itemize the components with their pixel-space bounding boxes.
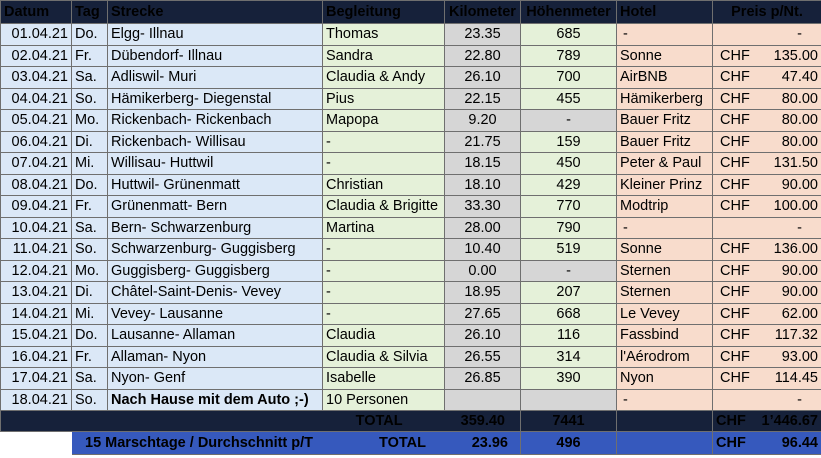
cell-strecke: Vevey- Lausanne [108, 303, 323, 325]
cell-kilometer: 27.65 [445, 303, 521, 325]
table-row [1, 239, 821, 261]
header-row [1, 1, 821, 24]
cell-tag: Mo. [72, 110, 108, 132]
cell-hoehenmeter: 519 [521, 239, 617, 261]
cell-datum: 13.04.21 [1, 282, 72, 304]
cell-begleitung: Mapopa [323, 110, 445, 132]
cell-hoehenmeter [521, 389, 617, 411]
cell-datum: 08.04.21 [1, 174, 72, 196]
preis-amount: 100.00 [773, 198, 818, 215]
cell-datum: 17.04.21 [1, 368, 72, 390]
cell-hoehenmeter: 429 [521, 174, 617, 196]
cell-hoehenmeter: - [521, 260, 617, 282]
cell-hotel: Bauer Fritz [617, 110, 713, 132]
cell-datum: 18.04.21 [1, 389, 72, 411]
cell-tag: Sa. [72, 368, 108, 390]
cell-begleitung: Thomas [323, 24, 445, 46]
cell-tag: Fr. [72, 45, 108, 67]
average-currency: CHF [716, 435, 746, 451]
table-row [1, 174, 821, 196]
cell-preis [713, 389, 821, 411]
table-row [1, 88, 821, 110]
cell-datum: 06.04.21 [1, 131, 72, 153]
cell-hotel: Bauer Fritz [617, 131, 713, 153]
preis-currency: CHF [720, 348, 750, 365]
cell-kilometer: 23.35 [445, 24, 521, 46]
cell-kilometer: 21.75 [445, 131, 521, 153]
preis-amount: 90.00 [781, 176, 818, 193]
cell-begleitung: - [323, 131, 445, 153]
cell-strecke: Bern- Schwarzenburg [108, 217, 323, 239]
cell-begleitung: Martina [323, 217, 445, 239]
preis-amount: 135.00 [773, 47, 818, 64]
cell-kilometer: 18.95 [445, 282, 521, 304]
table-row [1, 110, 821, 132]
cell-strecke: Huttwil- Grünenmatt [108, 174, 323, 196]
cell-datum: 16.04.21 [1, 346, 72, 368]
preis-amount: - [797, 391, 802, 408]
cell-begleitung: Pius [323, 88, 445, 110]
average-blank-cell [1, 432, 72, 455]
preis-currency: CHF [720, 305, 750, 322]
cell-kilometer: 28.00 [445, 217, 521, 239]
cell-begleitung: - [323, 239, 445, 261]
preis-amount: 117.32 [774, 327, 818, 344]
table-row [1, 325, 821, 347]
cell-hotel: Sonne [617, 45, 713, 67]
cell-datum: 15.04.21 [1, 325, 72, 347]
header-preis: Preis p/Nt. [713, 1, 821, 24]
cell-begleitung: Claudia & Brigitte [323, 196, 445, 218]
preis-amount: 47.40 [781, 69, 818, 86]
cell-preis [713, 88, 821, 110]
preis-currency: CHF [720, 241, 750, 258]
cell-hotel: Sternen [617, 260, 713, 282]
table-row [1, 260, 821, 282]
preis-amount: 90.00 [781, 262, 818, 279]
cell-hoehenmeter: 700 [521, 67, 617, 89]
cell-preis [713, 110, 821, 132]
cell-hoehenmeter: 770 [521, 196, 617, 218]
cell-datum: 14.04.21 [1, 303, 72, 325]
total-hotel-cell [617, 411, 713, 432]
table-row [1, 389, 821, 411]
total-preis-cell [713, 411, 821, 432]
preis-currency: CHF [720, 284, 750, 301]
cell-hoehenmeter: 159 [521, 131, 617, 153]
cell-kilometer: 26.55 [445, 346, 521, 368]
cell-preis [713, 153, 821, 175]
preis-currency: CHF [720, 90, 750, 107]
cell-preis [713, 325, 821, 347]
table-row [1, 196, 821, 218]
cell-strecke: Rickenbach- Rickenbach [108, 110, 323, 132]
cell-begleitung: Sandra [323, 45, 445, 67]
table-row [1, 131, 821, 153]
preis-amount: 93.00 [781, 348, 818, 365]
cell-preis [713, 217, 821, 239]
cell-begleitung: Claudia [323, 325, 445, 347]
cell-preis [713, 174, 821, 196]
cell-tag: Mi. [72, 303, 108, 325]
average-preis: 96.44 [781, 435, 818, 451]
cell-preis [713, 303, 821, 325]
cell-preis [713, 131, 821, 153]
cell-kilometer: 26.10 [445, 325, 521, 347]
preis-amount: 80.00 [781, 90, 818, 107]
cell-hotel: l'Aérodrom [617, 346, 713, 368]
cell-hotel: AirBNB [617, 67, 713, 89]
cell-hotel: Sternen [617, 282, 713, 304]
cell-strecke: Hämikerberg- Diegenstal [108, 88, 323, 110]
cell-datum: 10.04.21 [1, 217, 72, 239]
cell-begleitung: Christian [323, 174, 445, 196]
cell-begleitung: - [323, 153, 445, 175]
header-hoehenmeter: Höhenmeter [521, 1, 617, 24]
preis-currency: CHF [720, 198, 750, 215]
cell-kilometer: 0.00 [445, 260, 521, 282]
cell-hotel: Modtrip [617, 196, 713, 218]
cell-hoehenmeter: 207 [521, 282, 617, 304]
cell-strecke: Adliswil- Muri [108, 67, 323, 89]
cell-hoehenmeter: 455 [521, 88, 617, 110]
cell-datum: 05.04.21 [1, 110, 72, 132]
cell-datum: 12.04.21 [1, 260, 72, 282]
total-label: TOTAL [355, 413, 403, 429]
total-row [1, 411, 821, 432]
cell-begleitung: - [323, 282, 445, 304]
average-summary-cell [72, 432, 521, 455]
cell-kilometer: 26.85 [445, 368, 521, 390]
preis-currency: CHF [720, 176, 750, 193]
cell-datum: 11.04.21 [1, 239, 72, 261]
cell-preis [713, 368, 821, 390]
preis-currency: CHF [720, 133, 750, 150]
cell-preis [713, 45, 821, 67]
cell-preis [713, 67, 821, 89]
cell-strecke: Schwarzenburg- Guggisberg [108, 239, 323, 261]
cell-strecke: Grünenmatt- Bern [108, 196, 323, 218]
cell-tag: Sa. [72, 67, 108, 89]
cell-preis [713, 346, 821, 368]
header-datum: Datum [1, 1, 72, 24]
cell-tag: So. [72, 389, 108, 411]
cell-begleitung: Claudia & Andy [323, 67, 445, 89]
cell-kilometer: 9.20 [445, 110, 521, 132]
cell-kilometer: 22.80 [445, 45, 521, 67]
cell-hotel: Sonne [617, 239, 713, 261]
cell-datum: 04.04.21 [1, 88, 72, 110]
cell-hotel: Peter & Paul [617, 153, 713, 175]
preis-amount: 131.50 [773, 155, 818, 172]
table-row [1, 282, 821, 304]
cell-strecke: Lausanne- Allaman [108, 325, 323, 347]
cell-strecke: Guggisberg- Guggisberg [108, 260, 323, 282]
cell-preis [713, 196, 821, 218]
cell-tag: Fr. [72, 196, 108, 218]
cell-preis [713, 260, 821, 282]
cell-datum: 09.04.21 [1, 196, 72, 218]
average-label: TOTAL [379, 435, 427, 451]
preis-amount: - [797, 26, 802, 43]
cell-tag: Fr. [72, 346, 108, 368]
header-kilometer: Kilometer [445, 1, 521, 24]
cell-strecke: Willisau- Huttwil [108, 153, 323, 175]
preis-currency: CHF [720, 112, 750, 129]
cell-begleitung: 10 Personen [323, 389, 445, 411]
cell-strecke: Nyon- Genf [108, 368, 323, 390]
cell-tag: Do. [72, 325, 108, 347]
cell-hoehenmeter: 668 [521, 303, 617, 325]
cell-preis [713, 239, 821, 261]
cell-strecke: Châtel-Saint-Denis- Vevey [108, 282, 323, 304]
header-begleitung: Begleitung [323, 1, 445, 24]
preis-currency: CHF [720, 69, 750, 86]
preis-currency: CHF [720, 155, 750, 172]
cell-kilometer: 22.15 [445, 88, 521, 110]
preis-amount: 80.00 [781, 112, 818, 129]
cell-tag: Sa. [72, 217, 108, 239]
cell-begleitung: - [323, 260, 445, 282]
cell-hoehenmeter: 390 [521, 368, 617, 390]
average-hotel-cell [617, 432, 713, 455]
average-hm: 496 [521, 432, 617, 455]
average-row [1, 432, 821, 455]
table-row [1, 153, 821, 175]
preis-amount: - [797, 219, 802, 236]
cell-hotel: Fassbind [617, 325, 713, 347]
cell-datum: 07.04.21 [1, 153, 72, 175]
cell-hoehenmeter: 789 [521, 45, 617, 67]
cell-hotel: Le Vevey [617, 303, 713, 325]
cell-hotel: Nyon [617, 368, 713, 390]
cell-hotel: Kleiner Prinz [617, 174, 713, 196]
cell-datum: 03.04.21 [1, 67, 72, 89]
cell-kilometer: 18.10 [445, 174, 521, 196]
cell-tag: So. [72, 88, 108, 110]
cell-kilometer: 33.30 [445, 196, 521, 218]
preis-currency: CHF [720, 47, 750, 64]
cell-kilometer: 10.40 [445, 239, 521, 261]
cell-tag: Do. [72, 174, 108, 196]
header-tag: Tag [72, 1, 108, 24]
cell-tag: Do. [72, 24, 108, 46]
total-label-cell [1, 411, 521, 432]
cell-begleitung: Claudia & Silvia [323, 346, 445, 368]
cell-preis [713, 282, 821, 304]
table-row [1, 67, 821, 89]
preis-currency: CHF [720, 327, 750, 344]
cell-hotel: - [617, 389, 713, 411]
cell-hoehenmeter: 116 [521, 325, 617, 347]
header-hotel: Hotel [617, 1, 713, 24]
cell-datum: 02.04.21 [1, 45, 72, 67]
table-row [1, 217, 821, 239]
cell-strecke: Allaman- Nyon [108, 346, 323, 368]
preis-amount: 90.00 [781, 284, 818, 301]
cell-begleitung: Isabelle [323, 368, 445, 390]
total-preis: 1’446.67 [761, 413, 818, 429]
average-summary: 15 Marschtage / Durchschnitt p/T [85, 435, 314, 451]
cell-kilometer: 26.10 [445, 67, 521, 89]
cell-hotel: - [617, 24, 713, 46]
cell-strecke: Rickenbach- Willisau [108, 131, 323, 153]
cell-hoehenmeter: 314 [521, 346, 617, 368]
cell-hotel: Hämikerberg [617, 88, 713, 110]
cell-tag: Di. [72, 131, 108, 153]
cell-begleitung: - [323, 303, 445, 325]
header-strecke: Strecke [108, 1, 323, 24]
average-km: 23.96 [471, 435, 508, 451]
cell-kilometer [445, 389, 521, 411]
preis-amount: 136.00 [773, 241, 818, 258]
cell-hoehenmeter: 685 [521, 24, 617, 46]
total-km: 359.40 [460, 413, 505, 429]
cell-datum: 01.04.21 [1, 24, 72, 46]
cell-strecke: Dübendorf- Illnau [108, 45, 323, 67]
table-row [1, 24, 821, 46]
table-row [1, 45, 821, 67]
preis-amount: 114.45 [774, 370, 818, 387]
cell-hoehenmeter: 790 [521, 217, 617, 239]
cell-tag: Di. [72, 282, 108, 304]
cell-strecke: Elgg- Illnau [108, 24, 323, 46]
preis-currency: CHF [720, 262, 750, 279]
cell-tag: Mi. [72, 153, 108, 175]
cell-strecke: Nach Hause mit dem Auto ;-) [108, 389, 323, 411]
table-row [1, 346, 821, 368]
table-row [1, 303, 821, 325]
total-currency: CHF [716, 413, 746, 429]
preis-currency: CHF [720, 370, 750, 387]
cell-tag: So. [72, 239, 108, 261]
cell-preis [713, 24, 821, 46]
preis-amount: 80.00 [781, 133, 818, 150]
cell-kilometer: 18.15 [445, 153, 521, 175]
cell-hotel: - [617, 217, 713, 239]
total-hm: 7441 [521, 411, 617, 432]
table-row [1, 368, 821, 390]
cell-tag: Mo. [72, 260, 108, 282]
preis-amount: 62.00 [781, 305, 818, 322]
cell-hoehenmeter: 450 [521, 153, 617, 175]
cell-hoehenmeter: - [521, 110, 617, 132]
average-preis-cell [713, 432, 821, 455]
